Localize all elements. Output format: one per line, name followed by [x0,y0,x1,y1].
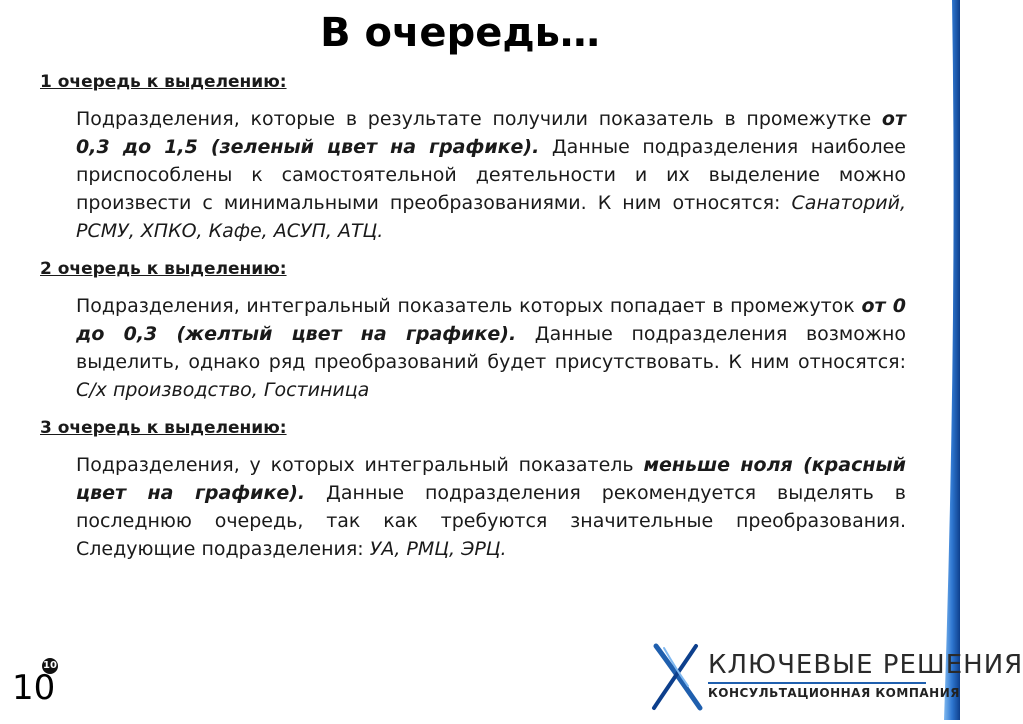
decorative-blue-stripe [934,0,960,720]
paragraph-text: Данные подразделения возможно выделить, однако ряд преобразований будет присутствовать. К ним относятся: [76,323,906,373]
section-3 [40,416,906,563]
page-title: В очередь… [320,10,600,56]
unit-list: Санаторий, РСМУ, ХПКО, Кафе, АСУП, АТЦ. [76,192,906,242]
section-heading: 2 очередь к выделению: [40,259,287,279]
unit-list: УА, РМЦ, ЭРЦ. [369,538,507,560]
paragraph-text: Данные подразделения наиболее приспособлены к самостоятельной деятельности и их выделение можно произвести с минимальными преобразованиями. К ним относятся: [76,136,906,214]
section-2 [40,257,906,404]
range-emphasis: меньше ноля (красный цвет на графике). [76,454,906,504]
paragraph-text: Подразделения, у которых интегральный показатель [76,454,644,476]
range-emphasis: от 0 до 0,3 (желтый цвет на графике). [76,295,906,345]
page-number-badge: 10 [42,658,58,674]
logo-subtitle: КОНСУЛЬТАЦИОННАЯ КОМПАНИЯ [708,686,960,700]
paragraph-text: Подразделения, которые в результате получили показатель в промежутке [76,108,882,130]
section-paragraph [76,292,906,404]
section-heading: 3 очередь к выделению: [40,418,287,438]
logo-name: КЛЮЧЕВЫЕ РЕШЕНИЯ [708,650,1023,680]
range-emphasis: от 0,3 до 1,5 (зеленый цвет на графике). [76,108,906,158]
unit-list: С/х производство, Гостиница [76,379,370,401]
page-number: 10 [12,668,56,708]
content-area [40,70,906,575]
section-heading: 1 очередь к выделению: [40,72,287,92]
paragraph-text: Подразделения, интегральный показатель которых попадает в промежуток [76,295,862,317]
section-1 [40,70,906,245]
section-paragraph [76,105,906,245]
logo-divider [708,682,926,684]
paragraph-text: Данные подразделения рекомендуется выделять в последнюю очередь, так как требуются значительные преобразования. Следующие подразделения: [76,482,906,560]
company-logo [648,642,1023,712]
logo-mark-icon [648,642,708,712]
section-paragraph [76,451,906,563]
